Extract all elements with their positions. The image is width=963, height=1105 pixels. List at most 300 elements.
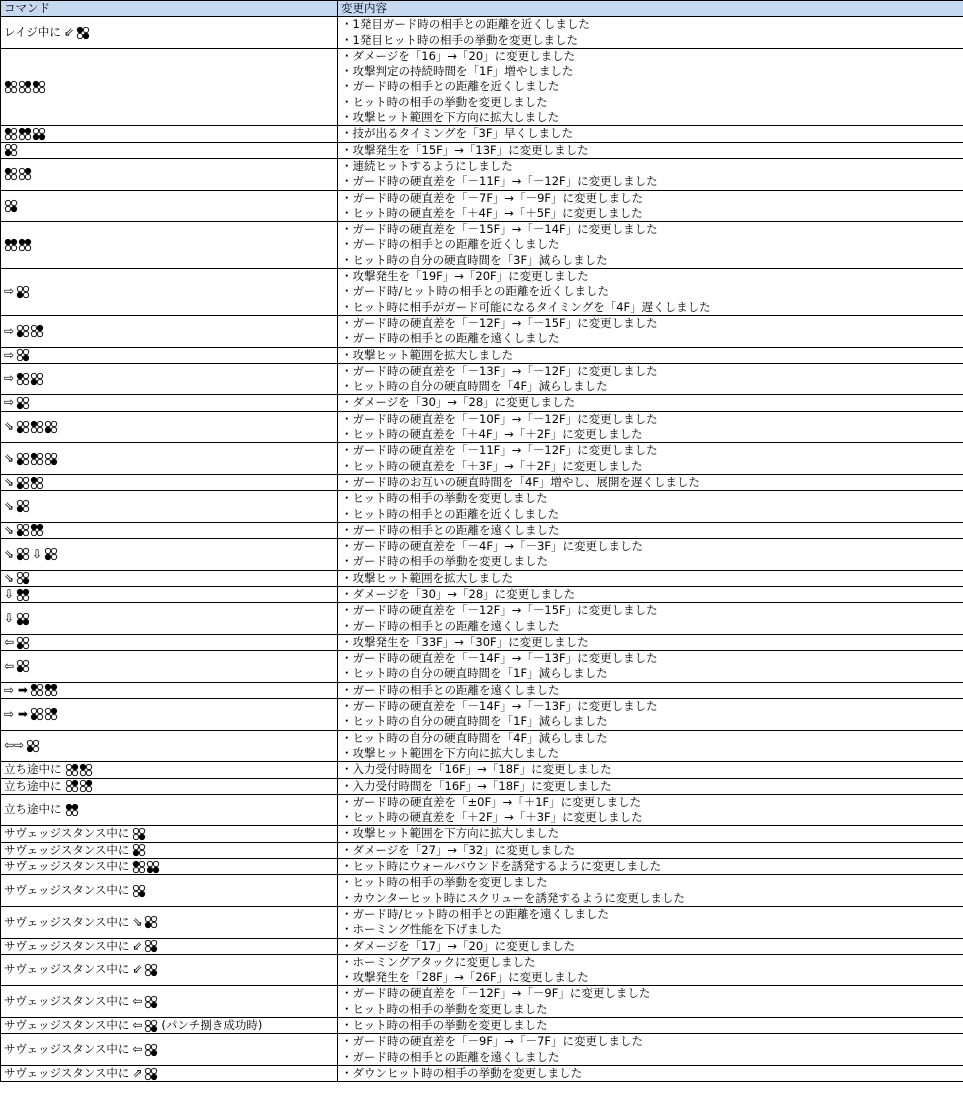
button-input-icon — [4, 238, 18, 252]
change-line: ・ヒット時の自分の硬直時間を「4F」減らしました — [341, 379, 608, 394]
change-line: ・攻撃発生を「19F」→「20F」に変更しました — [341, 269, 589, 284]
change-line: ・ホーミングアタックに変更しました — [341, 954, 536, 969]
button-inputs — [65, 803, 79, 817]
button-inputs — [16, 547, 30, 561]
changes-cell — [338, 190, 963, 222]
table-row — [1, 142, 963, 158]
change-line: ・ダウンヒット時の相手の挙動を変更しました — [341, 1065, 583, 1080]
changes-cell — [338, 699, 963, 731]
change-line: ・ガード時の相手との距離を遠くしました — [341, 522, 560, 537]
button-inputs — [65, 779, 93, 793]
command-cell — [1, 699, 338, 731]
command-cell — [1, 142, 338, 158]
changes-cell — [338, 48, 963, 125]
button-inputs — [16, 636, 30, 650]
button-input-icon — [16, 659, 30, 673]
command-prefix: サヴェッジスタンス中に — [4, 962, 130, 977]
change-line: ・ヒット時の硬直差を「＋4F」→「＋2F」に変更しました — [341, 427, 643, 442]
table-row — [1, 730, 963, 762]
button-input-icon — [44, 707, 58, 721]
button-inputs — [16, 612, 30, 626]
change-line: ・ヒット時の相手の挙動を変更しました — [341, 1018, 548, 1032]
change-line: ・ヒット時の相手の挙動を変更しました — [341, 94, 548, 109]
table-row — [1, 794, 963, 826]
changes-cell — [338, 954, 963, 986]
button-inputs — [144, 1067, 158, 1081]
button-inputs — [16, 285, 30, 299]
command-cell — [1, 411, 338, 443]
button-input-icon — [144, 963, 158, 977]
button-input-icon — [146, 860, 160, 874]
change-line: ・攻撃ヒット範囲を拡大しました — [341, 347, 514, 362]
command-cell — [1, 938, 338, 954]
table-row — [1, 603, 963, 635]
button-input-icon — [26, 739, 40, 753]
direction-arrows: ⇨ — [4, 371, 15, 386]
button-input-icon — [132, 884, 146, 898]
changes-cell — [338, 842, 963, 858]
change-line: ・ダメージを「17」→「20」に変更しました — [341, 938, 576, 953]
table-row — [1, 651, 963, 683]
command-cell — [1, 842, 338, 858]
direction-arrows: ⇨ — [4, 284, 15, 299]
header-changes: 変更内容 — [338, 1, 963, 17]
direction-arrows: ⇨ — [4, 347, 15, 362]
command-cell — [1, 395, 338, 411]
change-line: ・ガード時の硬直差を「±0F」→「＋1F」に変更しました — [341, 794, 642, 809]
direction-arrows: ⇘ — [132, 914, 143, 929]
button-input-icon — [4, 127, 18, 141]
button-inputs — [16, 499, 30, 513]
changes-cell — [338, 491, 963, 523]
button-inputs — [16, 420, 58, 434]
change-line: ・ガード時の相手との距離を近くしました — [341, 237, 560, 252]
command-cell — [1, 986, 338, 1018]
button-input-icon — [30, 683, 44, 697]
button-inputs — [30, 707, 58, 721]
changes-cell — [338, 411, 963, 443]
changes-cell — [338, 17, 963, 49]
direction-arrows: ⇨ — [4, 395, 15, 410]
change-line: ・ガード時の硬直差を「－14F」→「－13F」に変更しました — [341, 651, 658, 666]
table-row — [1, 634, 963, 650]
change-line: ・ヒット時の相手の挙動を変更しました — [341, 1001, 548, 1016]
button-input-icon — [65, 763, 79, 777]
button-input-icon — [44, 683, 58, 697]
change-line: ・ガード時の硬直差を「－14F」→「－13F」に変更しました — [341, 699, 658, 714]
button-input-icon — [16, 324, 30, 338]
table-row — [1, 315, 963, 347]
button-inputs — [132, 827, 146, 841]
button-input-icon — [32, 127, 46, 141]
button-input-icon — [4, 143, 18, 157]
button-inputs — [132, 843, 146, 857]
change-line: ・ガード時の硬直差を「－11F」→「－12F」に変更しました — [341, 443, 658, 458]
command-cell — [1, 859, 338, 875]
changes-cell — [338, 158, 963, 190]
command-cell — [1, 570, 338, 586]
button-input-icon — [44, 547, 58, 561]
button-input-icon — [16, 396, 30, 410]
button-inputs — [16, 452, 58, 466]
direction-arrows: ⇘ — [4, 546, 15, 561]
button-input-icon — [16, 612, 30, 626]
changes-cell — [338, 730, 963, 762]
direction-arrows: ⇗ — [132, 1065, 143, 1080]
command-cell — [1, 762, 338, 778]
direction-arrows: ⇘ — [4, 570, 15, 585]
table-body — [1, 17, 963, 1082]
button-input-icon — [30, 420, 44, 434]
changes-cell — [338, 363, 963, 395]
table-row — [1, 1065, 963, 1081]
change-line: ・入力受付時間を「16F」→「18F」に変更しました — [341, 778, 612, 793]
command-cell — [1, 826, 338, 842]
command-prefix: サヴェッジスタンス中に — [4, 994, 130, 1009]
direction-arrows: ⇦⇨ — [4, 738, 25, 753]
changes-cell — [338, 1034, 963, 1066]
direction-arrows: ⇙ — [132, 938, 143, 953]
direction-arrows: ⇘ — [4, 498, 15, 513]
command-prefix: サヴェッジスタンス中に — [4, 1018, 130, 1032]
button-input-icon — [18, 80, 32, 94]
changes-cell — [338, 142, 963, 158]
command-prefix: サヴェッジスタンス中に — [4, 842, 130, 857]
button-inputs — [4, 199, 18, 213]
direction-arrows: ⇩ — [4, 610, 15, 625]
command-cell — [1, 315, 338, 347]
table-row — [1, 17, 963, 49]
button-inputs-2 — [44, 547, 58, 561]
direction-arrows: ⇘ — [4, 450, 15, 465]
direction-arrows: ⇦ — [132, 1018, 143, 1032]
command-cell — [1, 347, 338, 363]
table-row — [1, 190, 963, 222]
button-inputs — [144, 1043, 158, 1057]
change-line: ・攻撃発生を「15F」→「13F」に変更しました — [341, 142, 589, 157]
button-input-icon — [16, 348, 30, 362]
command-cell — [1, 1034, 338, 1066]
button-input-icon — [16, 523, 30, 537]
button-input-icon — [16, 372, 30, 386]
change-line: ・ガード時の硬直差を「－12F」→「－15F」に変更しました — [341, 315, 658, 330]
command-cell — [1, 730, 338, 762]
button-inputs — [132, 884, 146, 898]
command-cell — [1, 17, 338, 49]
button-inputs — [4, 127, 46, 141]
command-cell — [1, 222, 338, 269]
table-row — [1, 522, 963, 538]
change-line: ・入力受付時間を「16F」→「18F」に変更しました — [341, 762, 612, 777]
table-row — [1, 48, 963, 125]
button-input-icon — [18, 167, 32, 181]
button-input-icon — [132, 843, 146, 857]
table-row — [1, 826, 963, 842]
button-input-icon — [144, 995, 158, 1009]
direction-arrows: ⇩ — [4, 586, 15, 601]
button-input-icon — [16, 588, 30, 602]
change-line: ・技が出るタイミングを「3F」早くしました — [341, 126, 573, 141]
button-inputs — [16, 523, 44, 537]
button-input-icon — [30, 476, 44, 490]
table-row — [1, 1018, 963, 1034]
button-input-icon — [18, 238, 32, 252]
table-row — [1, 954, 963, 986]
table-row — [1, 570, 963, 586]
button-inputs — [16, 348, 30, 362]
table-row — [1, 906, 963, 938]
changes-cell — [338, 826, 963, 842]
button-inputs — [4, 167, 32, 181]
change-line: ・ヒット時の相手の挙動を変更しました — [341, 491, 548, 506]
changes-cell — [338, 986, 963, 1018]
header-command: コマンド — [1, 1, 338, 17]
change-line: ・攻撃判定の持続時間を「1F」増やしました — [341, 64, 574, 79]
command-cell — [1, 634, 338, 650]
button-inputs — [144, 995, 158, 1009]
button-input-icon — [16, 547, 30, 561]
changes-cell — [338, 634, 963, 650]
table-row — [1, 443, 963, 475]
change-line: ・ガード時の相手との距離を遠くしました — [341, 682, 560, 697]
command-cell — [1, 651, 338, 683]
change-line: ・ガード時の相手との距離を遠くしました — [341, 331, 560, 346]
table-row — [1, 1034, 963, 1066]
table-row — [1, 363, 963, 395]
change-line: ・ヒット時の自分の硬直時間を「1F」減らしました — [341, 666, 608, 681]
table-row — [1, 222, 963, 269]
changes-cell — [338, 269, 963, 316]
table-row — [1, 539, 963, 571]
change-line: ・攻撃ヒット範囲を下方向に拡大しました — [341, 826, 560, 841]
button-input-icon — [4, 167, 18, 181]
direction-arrows: ⇨ ➡ — [4, 682, 28, 697]
command-cell — [1, 126, 338, 142]
button-input-icon — [79, 763, 93, 777]
button-inputs — [4, 143, 18, 157]
button-inputs — [65, 763, 93, 777]
button-input-icon — [132, 860, 146, 874]
command-cell — [1, 586, 338, 602]
button-inputs — [144, 915, 158, 929]
button-input-icon — [65, 779, 79, 793]
command-prefix: サヴェッジスタンス中に — [4, 859, 130, 874]
direction-arrows: ⇘ — [4, 474, 15, 489]
command-cell — [1, 48, 338, 125]
button-input-icon — [30, 372, 44, 386]
direction-arrows: ⇦ — [4, 658, 15, 673]
button-inputs — [76, 26, 90, 40]
command-cell — [1, 158, 338, 190]
changes-cell — [338, 794, 963, 826]
table-row — [1, 411, 963, 443]
change-line: ・1発目ガード時の相手との距離を近くしました — [341, 17, 590, 32]
changes-cell — [338, 1018, 963, 1034]
command-cell — [1, 906, 338, 938]
changes-cell — [338, 875, 963, 907]
command-cell — [1, 522, 338, 538]
button-inputs — [16, 372, 44, 386]
command-cell — [1, 794, 338, 826]
table-row — [1, 699, 963, 731]
changes-cell — [338, 778, 963, 794]
button-input-icon — [144, 1043, 158, 1057]
button-input-icon — [16, 420, 30, 434]
change-line: ・ヒット時にウォールバウンドを誘発するように変更しました — [341, 859, 662, 874]
changes-cell — [338, 126, 963, 142]
direction-arrows: ⇨ — [4, 323, 15, 338]
button-input-icon — [65, 803, 79, 817]
command-cell — [1, 603, 338, 635]
table-row — [1, 474, 963, 490]
button-inputs — [16, 396, 30, 410]
change-line: ・ガード時の硬直差を「－15F」→「－14F」に変更しました — [341, 222, 658, 237]
button-input-icon — [32, 80, 46, 94]
command-prefix: サヴェッジスタンス中に — [4, 938, 130, 953]
command-cell — [1, 954, 338, 986]
change-line: ・ガード時のお互いの硬直時間を「4F」増やし、展開を遅くしました — [341, 474, 700, 489]
direction-arrows: ⇙ — [132, 962, 143, 977]
button-input-icon — [16, 452, 30, 466]
changes-cell — [338, 682, 963, 698]
table-row — [1, 586, 963, 602]
command-prefix: サヴェッジスタンス中に — [4, 1041, 130, 1056]
change-line: ・ヒット時の自分の硬直時間を「1F」減らしました — [341, 714, 608, 729]
changes-cell — [338, 762, 963, 778]
direction-arrows: ⇘ — [4, 522, 15, 537]
changes-cell — [338, 443, 963, 475]
change-line: ・ガード時の硬直差を「－12F」→「－9F」に変更しました — [341, 986, 651, 1001]
table-row — [1, 842, 963, 858]
button-inputs — [144, 1019, 158, 1033]
change-line: ・ヒット時の自分の硬直時間を「3F」減らしました — [341, 252, 608, 267]
command-cell — [1, 491, 338, 523]
changes-cell — [338, 1065, 963, 1081]
changes-cell — [338, 347, 963, 363]
button-input-icon — [79, 779, 93, 793]
change-line: ・ガード時の硬直差を「－10F」→「－12F」に変更しました — [341, 411, 658, 426]
command-cell — [1, 1065, 338, 1081]
change-line: ・ダメージを「16」→「20」に変更しました — [341, 48, 576, 63]
change-line: ・ヒット時の相手との距離を近くしました — [341, 506, 560, 521]
change-line: ・連続ヒットするようにしました — [341, 158, 513, 173]
direction-arrows: ⇨ ➡ — [4, 706, 28, 721]
command-suffix: (パンチ捌き成功時) — [161, 1018, 263, 1032]
changes-cell — [338, 570, 963, 586]
changes-cell — [338, 938, 963, 954]
button-input-icon — [132, 827, 146, 841]
button-input-icon — [144, 915, 158, 929]
change-line: ・ガード時の相手との距離を遠くしました — [341, 1049, 560, 1064]
button-inputs — [144, 963, 158, 977]
change-line: ・ダメージを「30」→「28」に変更しました — [341, 395, 576, 410]
button-inputs — [132, 860, 160, 874]
header-row — [1, 1, 963, 17]
command-prefix: サヴェッジスタンス中に — [4, 882, 130, 897]
button-input-icon — [144, 1019, 158, 1033]
change-line: ・攻撃ヒット範囲を拡大しました — [341, 570, 514, 585]
button-inputs — [16, 476, 44, 490]
button-input-icon — [16, 571, 30, 585]
changes-cell — [338, 522, 963, 538]
table-row — [1, 491, 963, 523]
button-input-icon — [18, 127, 32, 141]
changes-cell — [338, 395, 963, 411]
button-input-icon — [30, 523, 44, 537]
direction-arrows: ⇦ — [4, 634, 15, 649]
change-line: ・1発目ヒット時の相手の挙動を変更しました — [341, 32, 578, 47]
change-line: ・ガード時/ヒット時の相手との距離を遠くしました — [341, 906, 610, 921]
change-line: ・ガード時の相手との距離を近くしました — [341, 79, 560, 94]
table-row — [1, 778, 963, 794]
button-input-icon — [144, 939, 158, 953]
button-input-icon — [30, 324, 44, 338]
table-row — [1, 395, 963, 411]
table-row — [1, 859, 963, 875]
command-cell — [1, 1018, 338, 1034]
table-row — [1, 269, 963, 316]
direction-arrows: ⇙ — [63, 24, 74, 39]
table-row — [1, 762, 963, 778]
button-inputs — [30, 683, 58, 697]
button-inputs — [144, 939, 158, 953]
change-line: ・ダメージを「27」→「32」に変更しました — [341, 842, 576, 857]
button-input-icon — [44, 420, 58, 434]
change-line: ・ガード時の相手の挙動を変更しました — [341, 554, 548, 569]
button-inputs — [16, 659, 30, 673]
button-inputs — [26, 739, 40, 753]
button-input-icon — [30, 452, 44, 466]
button-inputs — [4, 80, 46, 94]
change-line: ・ホーミング性能を下げました — [341, 922, 502, 937]
command-prefix: サヴェッジスタンス中に — [4, 826, 130, 841]
command-cell — [1, 875, 338, 907]
change-line: ・攻撃ヒット範囲を下方向に拡大しました — [341, 745, 560, 760]
command-prefix: サヴェッジスタンス中に — [4, 914, 130, 929]
table-row — [1, 126, 963, 142]
command-cell — [1, 682, 338, 698]
button-inputs — [16, 588, 30, 602]
command-cell — [1, 474, 338, 490]
button-input-icon — [16, 636, 30, 650]
changes-cell — [338, 651, 963, 683]
command-prefix: サヴェッジスタンス中に — [4, 1065, 130, 1080]
table-row — [1, 682, 963, 698]
direction-arrows: ⇘ — [4, 419, 15, 434]
command-cell — [1, 269, 338, 316]
command-prefix: レイジ中に — [4, 24, 61, 39]
change-line: ・ガード時の硬直差を「－7F」→「－9F」に変更しました — [341, 190, 643, 205]
change-line: ・攻撃発生を「28F」→「26F」に変更しました — [341, 970, 589, 985]
changes-cell — [338, 603, 963, 635]
change-line: ・ヒット時の硬直差を「＋2F」→「＋3F」に変更しました — [341, 810, 643, 825]
changes-cell — [338, 222, 963, 269]
button-inputs — [16, 324, 44, 338]
changes-cell — [338, 539, 963, 571]
command-cell — [1, 539, 338, 571]
direction-arrows: ⇦ — [132, 1041, 143, 1056]
command-cell — [1, 190, 338, 222]
change-line: ・ガード時の硬直差を「－13F」→「－12F」に変更しました — [341, 363, 658, 378]
change-line: ・ヒット時に相手がガード可能になるタイミングを「4F」遅くしました — [341, 299, 711, 314]
change-line: ・ヒット時の硬直差を「＋4F」→「＋5F」に変更しました — [341, 205, 643, 220]
button-input-icon — [76, 26, 90, 40]
button-input-icon — [144, 1067, 158, 1081]
changes-cell — [338, 586, 963, 602]
change-line: ・ヒット時の相手の挙動を変更しました — [341, 875, 548, 890]
button-input-icon — [4, 199, 18, 213]
button-inputs — [4, 238, 32, 252]
